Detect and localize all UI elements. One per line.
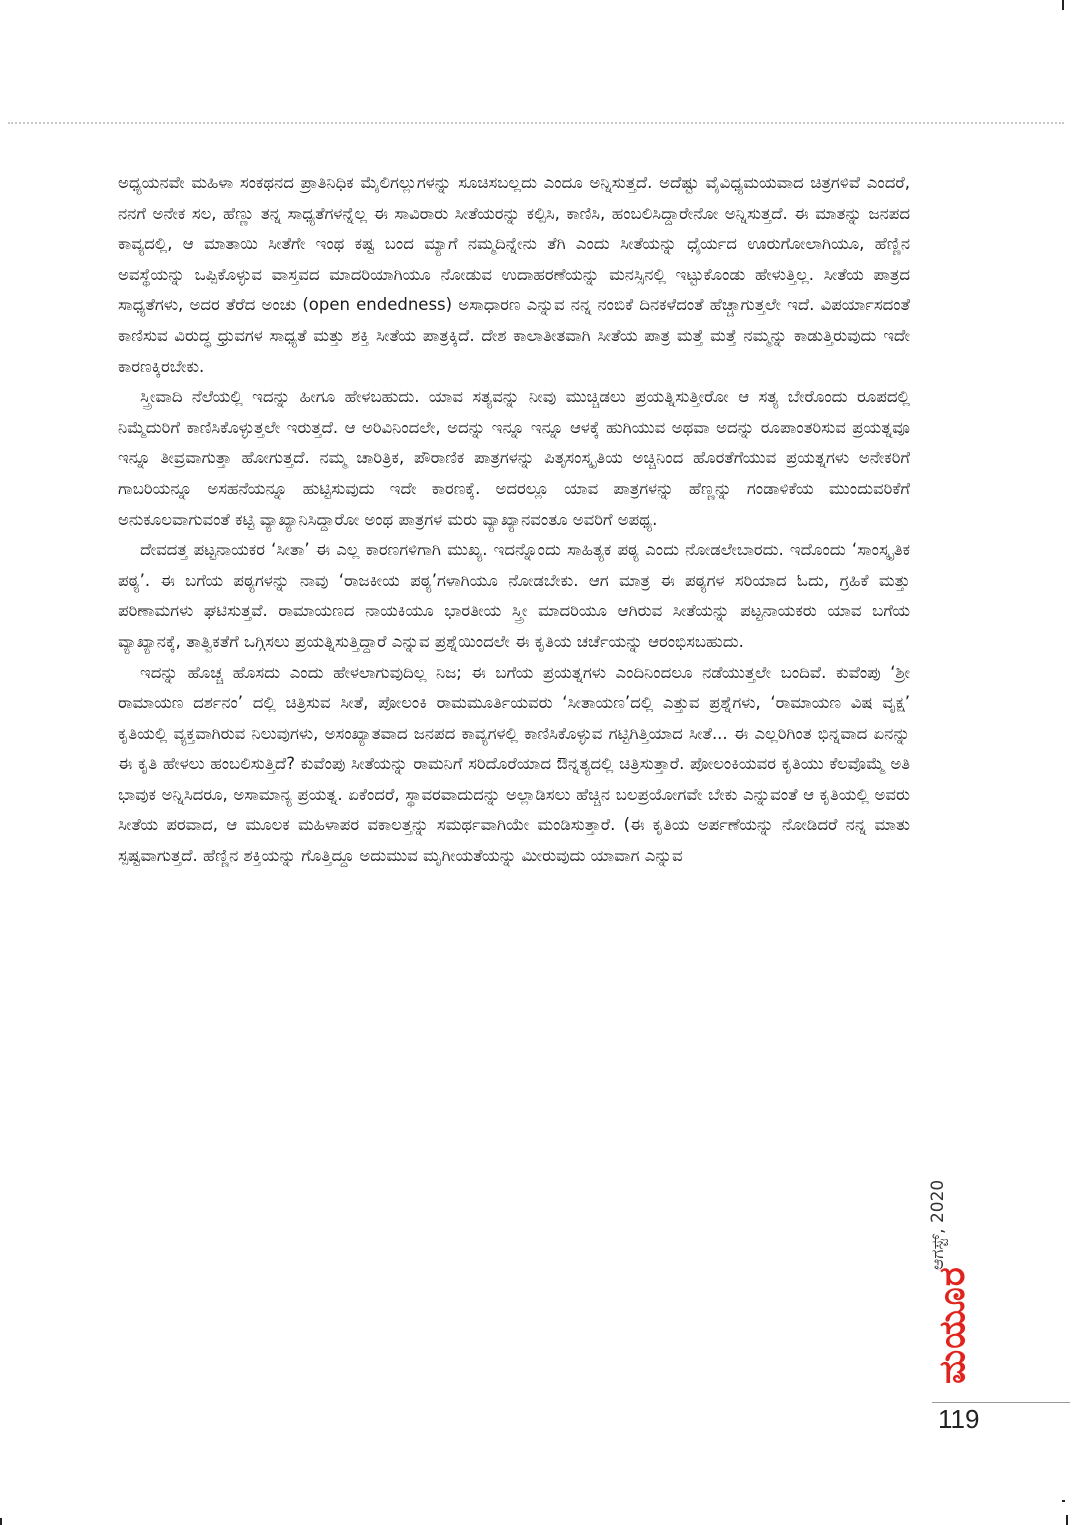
paragraph: ಇದನ್ನು ಹೊಚ್ಚ ಹೊಸದು ಎಂದು ಹೇಳಲಾಗುವುದಿಲ್ಲ ನಿಜ; ಈ ಬಗೆಯ ಪ್ರಯತ್ನಗಳು ಎಂದಿನಿಂದಲೂ ನಡೆಯುತ್ತಲೇ ಬಂದಿವೆ. ಕುವೆಂಪು ‘ಶ್ರೀ ರಾಮಾಯಣ ದರ್ಶನಂ’ ದಲ್ಲಿ ಚಿತ್ರಿಸುವ ಸೀತೆ, ಪೋಲಂಕಿ ರಾಮಮೂರ್ತಿಯವರು ‘ಸೀತಾಯಣ’ದಲ್ಲಿ ಎತ್ತುವ ಪ್ರಶ್ನೆಗಳು, ‘ರಾಮಾಯಣ ವಿಷ ವೃಕ್ಷ’ ಕೃತಿಯಲ್ಲಿ ವ್ಯಕ್ತವಾಗಿರುವ ನಿಲುವುಗಳು, ಅಸಂಖ್ಯಾತವಾದ ಜನಪದ ಕಾವ್ಯಗಳಲ್ಲಿ ಕಾಣಿಸಿಕೊಳ್ಳುವ ಗಟ್ಟಿಗಿತ್ತಿಯಾದ ಸೀತೆ... ಈ ಎಲ್ಲರಿಗಿಂತ ಭಿನ್ನವಾದ ಏನನ್ನು ಈ ಕೃತಿ ಹೇಳಲು ಹಂಬಲಿಸುತ್ತಿದೆ? ಕುವೆಂಪು ಸೀತೆಯನ್ನು ರಾಮನಿಗೆ ಸರಿದೊರೆಯಾದ ಔನ್ನತ್ಯದಲ್ಲಿ ಚಿತ್ರಿಸುತ್ತಾರೆ. ಪೋಲಂಕಿಯವರ ಕೃತಿಯು ಕೆಲವೊಮ್ಮೆ ಅತಿ ಭಾವುಕ ಅನ್ನಿಸಿದರೂ, ಅಸಾಮಾನ್ಯ ಪ್ರಯತ್ನ. ಏಕೆಂದರೆ, ಸ್ಥಾವರವಾದುದನ್ನು ಅಲ್ಲಾಡಿಸಲು ಹೆಚ್ಚಿನ ಬಲಪ್ರಯೋಗವೇ ಬೇಕು ಎನ್ನುವಂತೆ ಆ ಕೃತಿಯಲ್ಲಿ ಅವರು ಸೀತೆಯ ಪರವಾದ, ಆ ಮೂಲಕ ಮಹಿಳಾಪರ ವಕಾಲತ್ತನ್ನು ಸಮರ್ಥವಾಗಿಯೇ ಮಂಡಿಸುತ್ತಾರೆ. (ಈ ಕೃತಿಯ ಅರ್ಪಣೆಯನ್ನು ನೋಡಿದರೆ ನನ್ನ ಮಾತು ಸ್ಪಷ್ಟವಾಗುತ್ತದೆ. ಹೆಣ್ಣಿನ ಶಕ್ತಿಯನ್ನು ಗೊತ್ತಿದ್ದೂ ಅದುಮುವ ಮೃಗೀಯತೆಯನ್ನು ಮೀರುವುದು ಯಾವಾಗ ಎನ್ನುವ	[118, 662, 910, 866]
crop-mark	[1062, 1500, 1065, 1502]
article-body	[118, 168, 910, 872]
crop-mark	[0, 1518, 2, 1525]
footer-rule	[932, 1402, 1070, 1403]
header-dotted-rule	[8, 122, 1064, 124]
paragraph: ಸ್ತ್ರೀವಾದಿ ನೆಲೆಯಲ್ಲಿ ಇದನ್ನು ಹೀಗೂ ಹೇಳಬಹುದು. ಯಾವ ಸತ್ಯವನ್ನು ನೀವು ಮುಚ್ಚಿಡಲು ಪ್ರಯತ್ನಿಸುತ್ತೀರೋ ಆ ಸತ್ಯ ಬೇರೊಂದು ರೂಪದಲ್ಲಿ ನಿಮ್ಮೆದುರಿಗೆ ಕಾಣಿಸಿಕೊಳ್ಳುತ್ತಲೇ ಇರುತ್ತದೆ. ಆ ಅರಿವಿನಿಂದಲೇ, ಅದನ್ನು ಇನ್ನೂ ಇನ್ನೂ ಆಳಕ್ಕೆ ಹುಗಿಯುವ ಅಥವಾ ಅದನ್ನು ರೂಪಾಂತರಿಸುವ ಪ್ರಯತ್ನವೂ ಇನ್ನೂ ತೀವ್ರವಾಗುತ್ತಾ ಹೋಗುತ್ತದೆ. ನಮ್ಮ ಚಾರಿತ್ರಿಕ, ಪೌರಾಣಿಕ ಪಾತ್ರಗಳನ್ನು ಪಿತೃಸಂಸ್ಕೃತಿಯ ಅಚ್ಚಿನಿಂದ ಹೊರತೆಗೆಯುವ ಪ್ರಯತ್ನಗಳು ಅನೇಕರಿಗೆ ಗಾಬರಿಯನ್ನೂ ಅಸಹನೆಯನ್ನೂ ಹುಟ್ಟಿಸುವುದು ಇದೇ ಕಾರಣಕ್ಕೆ. ಅದರಲ್ಲೂ ಯಾವ ಪಾತ್ರಗಳನ್ನು ಹೆಣ್ಣನ್ನು ಗಂಡಾಳಿಕೆಯ ಮುಂದುವರಿಕೆಗೆ ಅನುಕೂಲವಾಗುವಂತೆ ಕಟ್ಟಿ ವ್ಯಾಖ್ಯಾನಿಸಿದ್ದಾರೋ ಅಂಥ ಪಾತ್ರಗಳ ಮರು ವ್ಯಾಖ್ಯಾನವಂತೂ ಅವರಿಗೆ ಅಪಥ್ಯ.	[118, 387, 910, 529]
magazine-logo: ಮಯೂರ	[932, 1266, 973, 1384]
crop-mark	[1066, 1515, 1068, 1525]
crop-mark	[1062, 0, 1064, 10]
page-number: 119	[938, 1404, 980, 1434]
issue-date: ಆಗಸ್ಟ್, 2020	[928, 1179, 948, 1270]
paragraph: ಅಧ್ಯಯನವೇ ಮಹಿಳಾ ಸಂಕಥನದ ಪ್ರಾತಿನಿಧಿಕ ಮೈಲಿಗಲ್ಲುಗಳನ್ನು ಸೂಚಿಸಬಲ್ಲದು ಎಂದೂ ಅನ್ನಿಸುತ್ತದೆ. ಅದೆಷ್ಟು ವೈವಿಧ್ಯಮಯವಾದ ಚಿತ್ರಗಳಿವೆ ಎಂದರೆ, ನನಗೆ ಅನೇಕ ಸಲ, ಹೆಣ್ಣು ತನ್ನ ಸಾಧ್ಯತೆಗಳನ್ನೆಲ್ಲ ಈ ಸಾವಿರಾರು ಸೀತೆಯರನ್ನು ಕಲ್ಪಿಸಿ, ಕಾಣಿಸಿ, ಹಂಬಲಿಸಿದ್ದಾರೇನೋ ಅನ್ನಿಸುತ್ತದೆ. ಈ ಮಾತನ್ನು ಜನಪದ ಕಾವ್ಯದಲ್ಲಿ, ಆ ಮಾತಾಯಿ ಸೀತೆಗೇ ಇಂಥ ಕಷ್ಟ ಬಂದ ಮ್ಯಾಗೆ ನಮ್ಮದಿನ್ನೇನು ತೆಗಿ ಎಂದು ಸೀತೆಯನ್ನು ಧೈರ್ಯದ ಊರುಗೋಲಾಗಿಯೂ, ಹೆಣ್ಣಿನ ಅವಸ್ಥೆಯನ್ನು ಒಪ್ಪಿಕೊಳ್ಳುವ ವಾಸ್ತವದ ಮಾದರಿಯಾಗಿಯೂ ನೋಡುವ ಉದಾಹರಣೆಯನ್ನು ಮನಸ್ಸಿನಲ್ಲಿ ಇಟ್ಟುಕೊಂಡು ಹೇಳುತ್ತಿಲ್ಲ. ಸೀತೆಯ ಪಾತ್ರದ ಸಾಧ್ಯತೆಗಳು, ಅದರ ತೆರೆದ ಅಂಚು (open endedness) ಅಸಾಧಾರಣ ಎನ್ನುವ ನನ್ನ ನಂಬಿಕೆ ದಿನಕಳೆದಂತೆ ಹೆಚ್ಚಾಗುತ್ತಲೇ ಇದೆ. ವಿಪರ್ಯಾಸದಂತೆ ಕಾಣಿಸುವ ವಿರುದ್ಧ ಧ್ರುವಗಳ ಸಾಧ್ಯತೆ ಮತ್ತು ಶಕ್ತಿ ಸೀತೆಯ ಪಾತ್ರಕ್ಕಿದೆ. ದೇಶ ಕಾಲಾತೀತವಾಗಿ ಸೀತೆಯ ಪಾತ್ರ ಮತ್ತೆ ಮತ್ತೆ ನಮ್ಮನ್ನು ಕಾಡುತ್ತಿರುವುದು ಇದೇ ಕಾರಣಕ್ಕಿರಬೇಕು.	[118, 173, 910, 376]
side-masthead	[920, 1100, 992, 1395]
paragraph: ದೇವದತ್ತ ಪಟ್ಟನಾಯಕರ ‘ಸೀತಾ’ ಈ ಎಲ್ಲ ಕಾರಣಗಳಿಗಾಗಿ ಮುಖ್ಯ. ಇದನ್ನೊಂದು ಸಾಹಿತ್ಯಕ ಪಠ್ಯ ಎಂದು ನೋಡಲೇಬಾರದು. ಇದೊಂದು ‘ಸಾಂಸ್ಕೃತಿಕ ಪಠ್ಯ’. ಈ ಬಗೆಯ ಪಠ್ಯಗಳನ್ನು ನಾವು ‘ರಾಜಕೀಯ ಪಠ್ಯ’ಗಳಾಗಿಯೂ ನೋಡಬೇಕು. ಆಗ ಮಾತ್ರ ಈ ಪಠ್ಯಗಳ ಸರಿಯಾದ ಓದು, ಗ್ರಹಿಕೆ ಮತ್ತು ಪರಿಣಾಮಗಳು ಘಟಿಸುತ್ತವೆ. ರಾಮಾಯಣದ ನಾಯಕಿಯೂ ಭಾರತೀಯ ಸ್ತ್ರೀ ಮಾದರಿಯೂ ಆಗಿರುವ ಸೀತೆಯನ್ನು ಪಟ್ಟನಾಯಕರು ಯಾವ ಬಗೆಯ ವ್ಯಾಖ್ಯಾನಕ್ಕೆ, ತಾತ್ವಿಕತೆಗೆ ಒಗ್ಗಿಸಲು ಪ್ರಯತ್ನಿಸುತ್ತಿದ್ದಾರೆ ಎನ್ನುವ ಪ್ರಶ್ನೆಯಿಂದಲೇ ಈ ಕೃತಿಯ ಚರ್ಚೆಯನ್ನು ಆರಂಭಿಸಬಹುದು.	[118, 540, 910, 651]
